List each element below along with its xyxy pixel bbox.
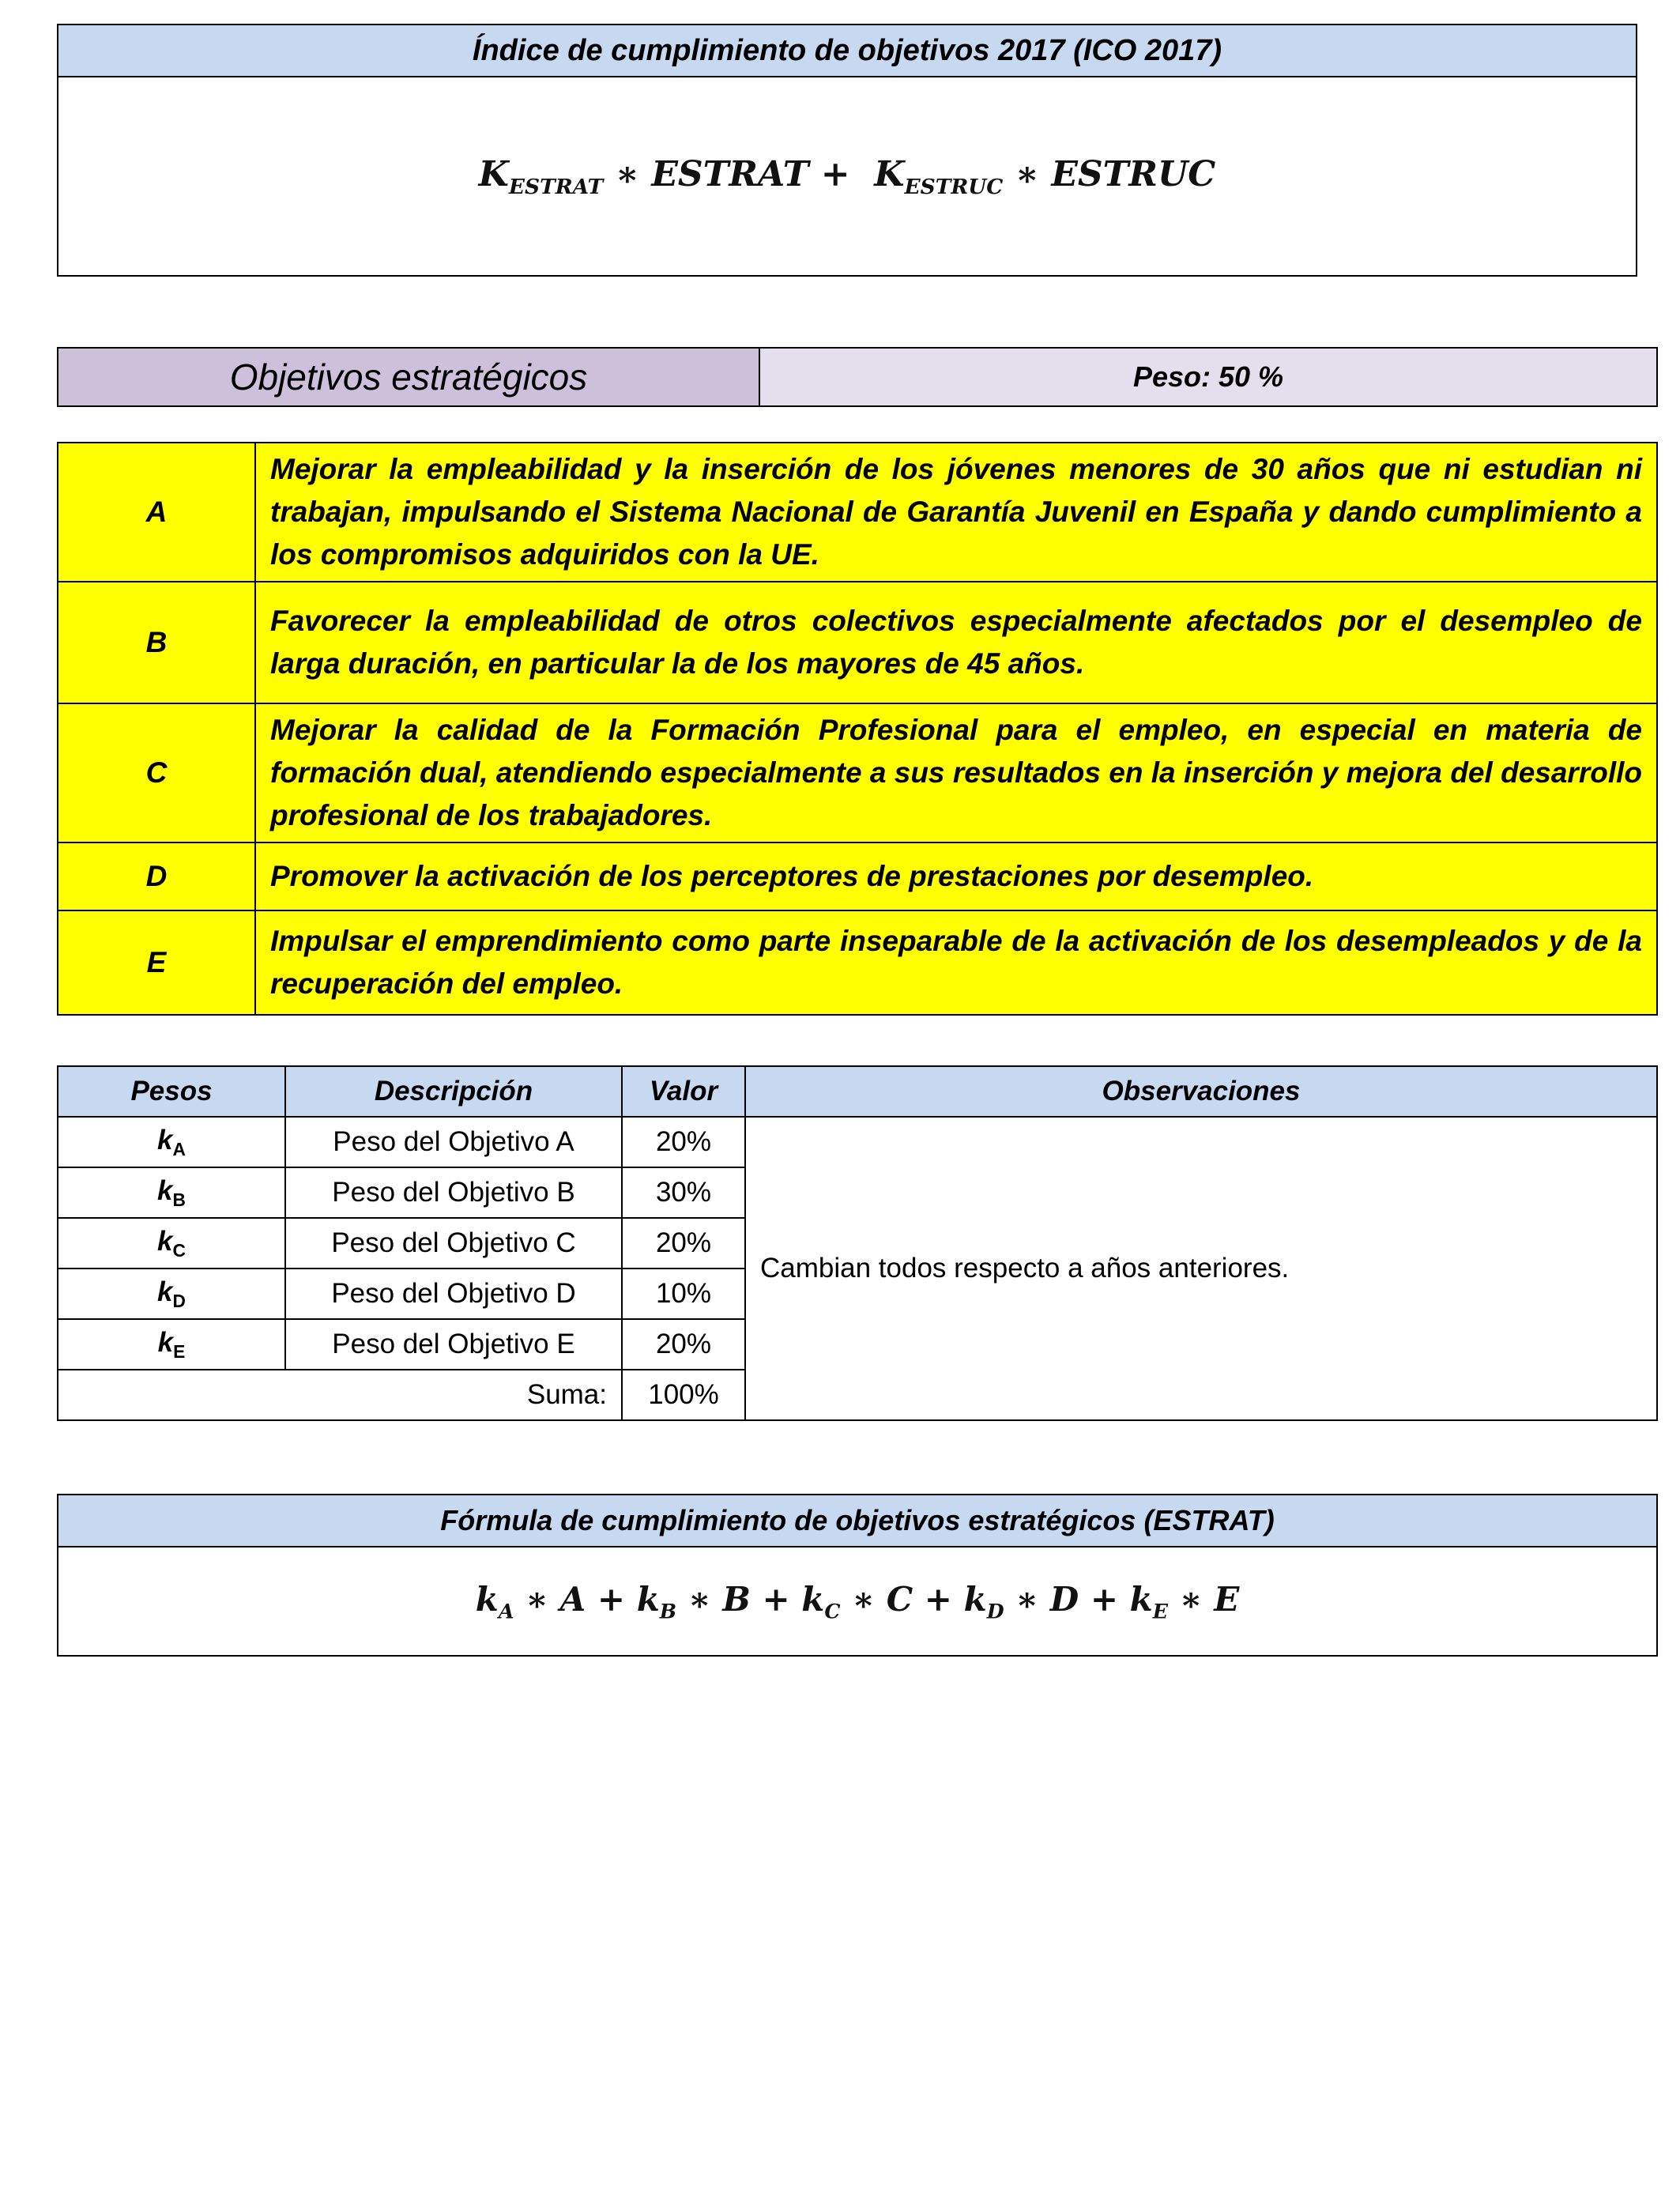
objective-row xyxy=(58,910,1657,1015)
weights-header-row xyxy=(58,1066,1657,1117)
section-title: Objetivos estratégicos xyxy=(58,349,760,405)
objective-text: Favorecer la empleabilidad de otros colectivos especialmente afectados por el desempleo de larga duración, en particular la de los mayores de 45 años. xyxy=(255,582,1657,703)
estrat-title: Fórmula de cumplimiento de objetivos estratégicos (ESTRAT) xyxy=(58,1495,1656,1547)
header-pesos: Pesos xyxy=(58,1066,285,1117)
section-weight: Peso: 50 % xyxy=(760,349,1656,405)
weight-description: Peso del Objetivo C xyxy=(285,1218,622,1269)
weight-symbol: $k_D$ xyxy=(58,1269,285,1319)
weight-value: 30% xyxy=(622,1167,745,1218)
objective-letter: C xyxy=(58,703,255,843)
weight-description: Peso del Objetivo E xyxy=(285,1319,622,1370)
weight-symbol: $k_B$ xyxy=(58,1167,285,1218)
objective-letter: B xyxy=(58,582,255,703)
objective-letter: A xyxy=(58,443,255,582)
weight-description: Peso del Objetivo B xyxy=(285,1167,622,1218)
weights-table xyxy=(57,1065,1658,1421)
header-descripcion: Descripción xyxy=(285,1066,622,1117)
sum-label: Suma: xyxy=(58,1370,622,1420)
weight-value: 10% xyxy=(622,1269,745,1319)
weight-value: 20% xyxy=(622,1218,745,1269)
estrat-box xyxy=(57,1494,1658,1657)
ico-formula: $K_{ESTRAT}$ ∗ ESTRAT + $K_{ESTRUC}$ ∗ ESTRUC xyxy=(478,153,1216,199)
estrat-formula: $k_A$ ∗ $A + k_B$ ∗ $B + k_C$ ∗ $C + k_D$ ∗ $D + k_E$ ∗ E xyxy=(475,1579,1240,1623)
weights-observation: Cambian todos respecto a años anteriores. xyxy=(745,1117,1657,1420)
weight-symbol: $k_A$ xyxy=(58,1117,285,1167)
objectives-table xyxy=(57,442,1658,1016)
objective-letter: E xyxy=(58,910,255,1015)
header-valor: Valor xyxy=(622,1066,745,1117)
objective-text: Promover la activación de los perceptores de prestaciones por desempleo. xyxy=(255,843,1657,910)
objective-text: Mejorar la empleabilidad y la inserción de los jóvenes menores de 30 años que ni estudian ni trabajan, impulsando el Sistema Nacional de Garantía Juvenil en España y dando cumplimiento a los compromisos adquiridos con la UE. xyxy=(255,443,1657,582)
ico-box xyxy=(57,24,1637,277)
objective-text: Mejorar la calidad de la Formación Profesional para el empleo, en especial en materia de formación dual, atendiendo especialmente a sus resultados en la inserción y mejora del desarrollo profesional de los trabajadores. xyxy=(255,703,1657,843)
weight-value: 20% xyxy=(622,1117,745,1167)
weight-description: Peso del Objetivo D xyxy=(285,1269,622,1319)
table-row xyxy=(58,1117,1657,1167)
objective-row xyxy=(58,443,1657,582)
weight-value: 20% xyxy=(622,1319,745,1370)
objective-text: Impulsar el emprendimiento como parte inseparable de la activación de los desempleados y de la recuperación del empleo. xyxy=(255,910,1657,1015)
objective-row xyxy=(58,582,1657,703)
header-observaciones: Observaciones xyxy=(745,1066,1657,1117)
objective-row xyxy=(58,843,1657,910)
sum-value: 100% xyxy=(622,1370,745,1420)
weight-description: Peso del Objetivo A xyxy=(285,1117,622,1167)
objective-letter: D xyxy=(58,843,255,910)
section-header xyxy=(57,347,1658,407)
objective-row xyxy=(58,703,1657,843)
weight-symbol: $k_E$ xyxy=(58,1319,285,1370)
ico-title: Índice de cumplimiento de objetivos 2017 (ICO 2017) xyxy=(58,25,1636,77)
weight-symbol: $k_C$ xyxy=(58,1218,285,1269)
